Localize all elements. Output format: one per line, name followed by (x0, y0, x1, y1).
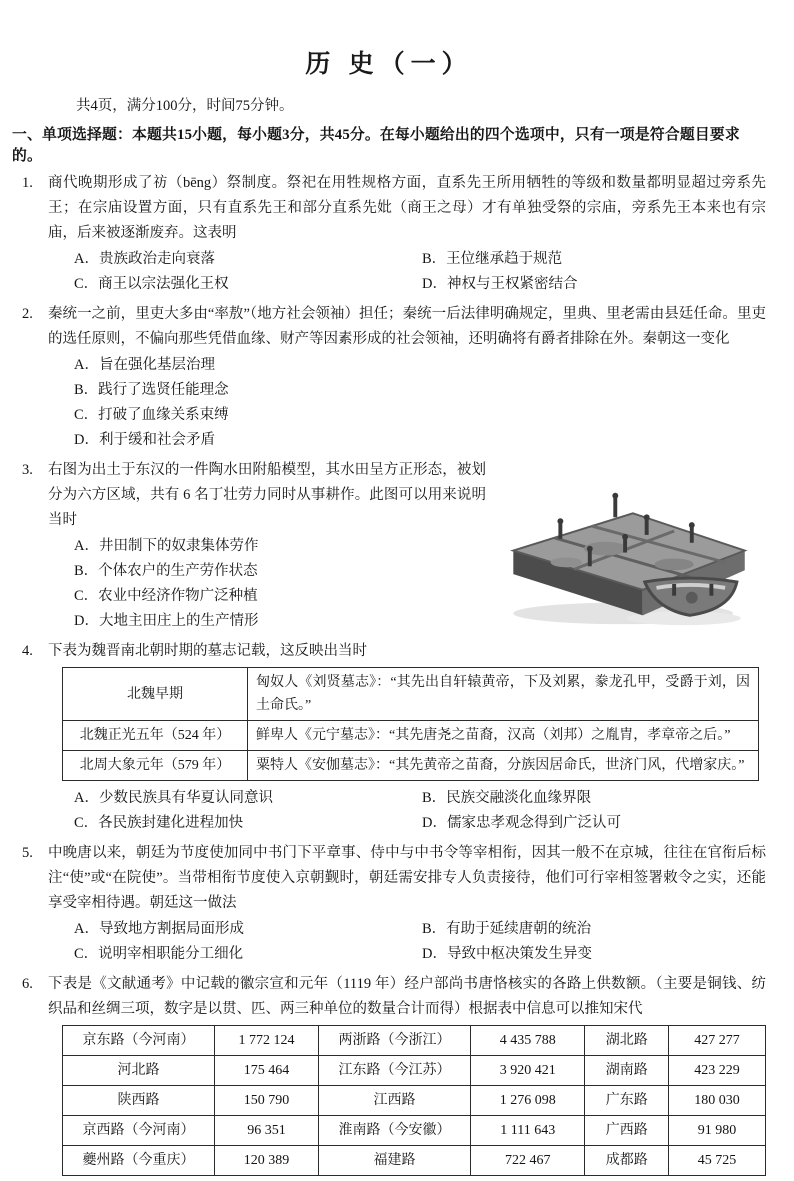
table-cell: 北魏早期 (63, 668, 248, 721)
question-2 (12, 302, 766, 453)
table-row (63, 668, 759, 721)
question-6 (12, 972, 766, 1181)
question-6-stem: 下表是《文献通考》中记载的徽宗宣和元年（1119 年）经户部尚书唐恪核实的各路上供数额。（主要是铜钱、纺织品和丝绸三项，数字是以贯、匹、两三种单位的数量合计而得）根据表中信息可以推知宋代 (48, 976, 766, 1017)
table-cell: 江东路（今江苏） (318, 1056, 470, 1086)
table-cell: 京东路（今河南） (63, 1026, 215, 1056)
table-cell: 粟特人《安伽墓志》：“其先黄帝之苗裔，分族因居命氏，世济门风，代增家庆。” (248, 751, 759, 781)
table-cell: 匈奴人《刘贤墓志》：“其先出自轩辕黄帝，下及刘累，豢龙孔甲，受爵于刘，因土命氏。” (248, 668, 759, 721)
table-cell: 180 030 (669, 1086, 766, 1116)
table-cell: 175 464 (215, 1056, 319, 1086)
table-cell: 夔州路（今重庆） (63, 1146, 215, 1176)
question-6-number: 6. (22, 976, 33, 992)
table-row (63, 721, 759, 751)
question-2-number: 2. (22, 306, 33, 322)
question-2-option-b: B．践行了选贤任能理念 (74, 382, 229, 398)
table-cell: 广东路 (585, 1086, 669, 1116)
question-3 (12, 458, 766, 634)
table-cell: 150 790 (215, 1086, 319, 1116)
question-1-stem: 商代晚期形成了祊（bēng）祭制度。祭祀在用牲规格方面，直系先王所用牺牲的等级和数量都明显超过旁系先王；在宗庙设置方面，只有直系先王和部分直系先妣（商王之母）才有单独受祭的宗庙，旁系先王本来也有宗庙，后来被逐渐废弃。这表明 (48, 175, 766, 241)
table-cell: 湖南路 (585, 1056, 669, 1086)
question-3-option-a: A．井田制下的奴隶集体劳作 (74, 538, 259, 554)
question-5-stem: 中晚唐以来，朝廷为节度使加同中书门下平章事、侍中与中书令等宰相衔，因其一般不在京城，往往在官衔后标注“使”或“在院使”。当带相衔节度使入京朝觐时，朝廷需安排专人负责接待，他们可行宰相签署敕令之实，还能享受宰相待遇。朝廷这一做法 (48, 845, 766, 911)
table-cell: 91 980 (669, 1116, 766, 1146)
question-4-stem: 下表为魏晋南北朝时期的墓志记载，这反映出当时 (48, 643, 367, 659)
question-4-option-b: B．民族交融淡化血缘界限 (422, 790, 592, 806)
table-cell: 1 276 098 (471, 1086, 585, 1116)
section-header: 一、单项选择题：本题共15小题，每小题3分，共45分。在每小题给出的四个选项中，只有一项是符合题目要求的。 (12, 127, 740, 164)
question-2-option-a: A．旨在强化基层治理 (74, 357, 215, 373)
page-title: 历 史（一） (305, 51, 473, 78)
table-cell: 湖北路 (585, 1026, 669, 1056)
question-1-option-b: B．王位继承趋于规范 (422, 251, 563, 267)
table-cell: 福建路 (318, 1146, 470, 1176)
table-cell: 两浙路（今浙江） (318, 1026, 470, 1056)
pottery-model-image (496, 480, 764, 632)
question-3-stem: 右图为出土于东汉的一件陶水田附船模型，其水田呈方正形态，被划分为六方区域，共有 6 名丁壮劳力同时从事耕作。此图可以用来说明当时 (48, 462, 486, 528)
question-1-number: 1. (22, 175, 33, 191)
table-cell: 45 725 (669, 1146, 766, 1176)
question-2-option-d: D．利于缓和社会矛盾 (74, 432, 215, 448)
table-cell: 722 467 (471, 1146, 585, 1176)
table-cell: 北魏正光五年（524 年） (63, 721, 248, 751)
question-5-number: 5. (22, 845, 33, 861)
table-cell: 陕西路 (63, 1086, 215, 1116)
question-5-option-a: A．导致地方割据局面形成 (74, 921, 244, 937)
question-4 (12, 639, 766, 836)
question-1-option-c: C．商王以宗法强化王权 (74, 276, 229, 292)
question-3-number: 3. (22, 462, 33, 478)
table-row (63, 1146, 766, 1176)
question-3-option-b: B．个体农户的生产劳作状态 (74, 563, 258, 579)
table-row (63, 1116, 766, 1146)
table-cell: 120 389 (215, 1146, 319, 1176)
table-row (63, 751, 759, 781)
table-row (63, 1026, 766, 1056)
table-cell: 河北路 (63, 1056, 215, 1086)
table-cell: 1 772 124 (215, 1026, 319, 1056)
question-4-option-d: D．儒家忠孝观念得到广泛认可 (422, 815, 621, 831)
question-1-option-a: A．贵族政治走向衰落 (74, 251, 215, 267)
table-cell: 北周大象元年（579 年） (63, 751, 248, 781)
table-row (63, 1056, 766, 1086)
table-cell: 96 351 (215, 1116, 319, 1146)
exam-meta: 共4页，满分100分，时间75分钟。 (76, 98, 294, 114)
question-5-option-b: B．有助于延续唐朝的统治 (422, 921, 592, 937)
table-cell: 京西路（今河南） (63, 1116, 215, 1146)
question-1 (12, 171, 766, 297)
question-2-stem: 秦统一之前，里吏大多由“率敖”（地方社会领袖）担任；秦统一后法律明确规定，里典、里老需由县廷任命。里吏的选任原则，不偏向那些凭借血缘、财产等因素形成的社会领袖，还明确将有爵者排除在外。秦朝这一变化 (48, 306, 766, 347)
muzhi-table (62, 667, 759, 781)
table-cell: 淮南路（今安徽） (318, 1116, 470, 1146)
question-5 (12, 841, 766, 967)
question-1-option-d: D．神权与王权紧密结合 (422, 276, 578, 292)
table-row (63, 1086, 766, 1116)
question-4-option-a: A．少数民族具有华夏认同意识 (74, 790, 273, 806)
table-cell: 鲜卑人《元宁墓志》：“其先唐尧之苗裔，汉高（刘邦）之胤胄，孝章帝之后。” (248, 721, 759, 751)
table-cell: 427 277 (669, 1026, 766, 1056)
question-3-option-c: C．农业中经济作物广泛种植 (74, 588, 258, 604)
question-4-option-c: C．各民族封建化进程加快 (74, 815, 244, 831)
table-cell: 3 920 421 (471, 1056, 585, 1086)
question-5-option-c: C．说明宰相职能分工细化 (74, 946, 244, 962)
question-3-option-d: D．大地主田庄上的生产情形 (74, 613, 259, 629)
question-5-option-d: D．导致中枢决策发生异变 (422, 946, 592, 962)
table-cell: 广西路 (585, 1116, 669, 1146)
gonglu-table (62, 1025, 766, 1176)
table-cell: 423 229 (669, 1056, 766, 1086)
table-cell: 1 111 643 (471, 1116, 585, 1146)
question-2-option-c: C．打破了血缘关系束缚 (74, 407, 229, 423)
table-cell: 4 435 788 (471, 1026, 585, 1056)
table-cell: 成都路 (585, 1146, 669, 1176)
question-4-number: 4. (22, 643, 33, 659)
table-cell: 江西路 (318, 1086, 470, 1116)
